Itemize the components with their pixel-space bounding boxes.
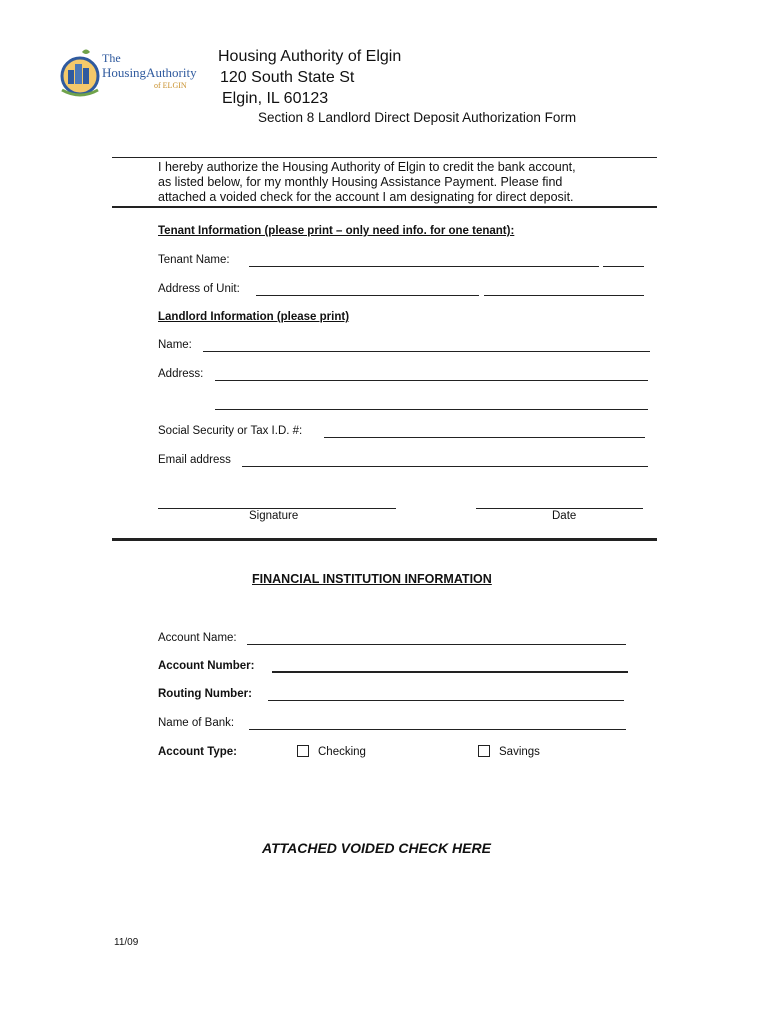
tenant-name-label: Tenant Name:: [158, 254, 230, 266]
checking-checkbox[interactable]: [297, 745, 309, 757]
savings-label: Savings: [499, 746, 540, 758]
ssn-field[interactable]: [324, 437, 645, 438]
date-field[interactable]: [476, 508, 643, 509]
landlord-address-field[interactable]: [215, 380, 648, 381]
ssn-label: Social Security or Tax I.D. #:: [158, 425, 303, 437]
checking-label: Checking: [318, 746, 366, 758]
intro-line-1: I hereby authorize the Housing Authority of Elgin to credit the bank account,: [158, 160, 576, 174]
intro-line-2: as listed below, for my monthly Housing Assistance Payment. Please find: [158, 175, 563, 189]
account-name-label: Account Name:: [158, 632, 237, 644]
bank-name-label: Name of Bank:: [158, 717, 235, 729]
unit-address-label: Address of Unit:: [158, 283, 240, 295]
routing-number-field[interactable]: [268, 700, 624, 701]
tenant-heading: Tenant Information (please print – only need info. for one tenant):: [158, 225, 515, 237]
signature-field[interactable]: [158, 508, 396, 509]
date-label: Date: [552, 510, 577, 522]
bank-name-field[interactable]: [249, 729, 626, 730]
landlord-address-label: Address:: [158, 368, 204, 380]
financial-heading: FINANCIAL INSTITUTION INFORMATION: [252, 572, 492, 586]
unit-address-field[interactable]: [256, 295, 479, 296]
landlord-name-label: Name:: [158, 339, 192, 351]
logo-line-2: HousingAuthority: [102, 65, 197, 80]
housing-authority-logo: [58, 46, 210, 104]
logo-line-1: The: [102, 51, 121, 65]
logo-line-3: of ELGIN: [154, 81, 187, 90]
email-label: Email address: [158, 454, 231, 466]
landlord-address-field-2[interactable]: [215, 409, 648, 410]
account-number-label: Account Number:: [158, 660, 255, 672]
org-city: Elgin, IL 60123: [222, 90, 329, 107]
org-street: 120 South State St: [220, 69, 355, 86]
account-type-label: Account Type:: [158, 746, 238, 758]
email-field[interactable]: [242, 466, 648, 467]
tenant-unit-field[interactable]: [603, 266, 644, 267]
divider-thick: [112, 538, 657, 541]
landlord-name-field[interactable]: [203, 351, 650, 352]
account-name-field[interactable]: [247, 644, 626, 645]
form-title: Section 8 Landlord Direct Deposit Authorization Form: [258, 110, 577, 125]
intro-line-3: attached a voided check for the account I am designating for direct deposit.: [158, 190, 574, 204]
unit-address-field-2[interactable]: [484, 295, 644, 296]
divider-intro: [112, 206, 657, 208]
revision-date: 11/09: [114, 937, 139, 948]
account-number-field[interactable]: [272, 671, 628, 673]
landlord-heading: Landlord Information (please print): [158, 311, 350, 323]
divider-top: [112, 157, 657, 158]
tenant-name-field[interactable]: [249, 266, 599, 267]
signature-label: Signature: [249, 510, 299, 522]
savings-checkbox[interactable]: [478, 745, 490, 757]
org-name: Housing Authority of Elgin: [218, 48, 402, 65]
voided-check-note: ATTACHED VOIDED CHECK HERE: [262, 840, 491, 856]
routing-number-label: Routing Number:: [158, 688, 252, 700]
